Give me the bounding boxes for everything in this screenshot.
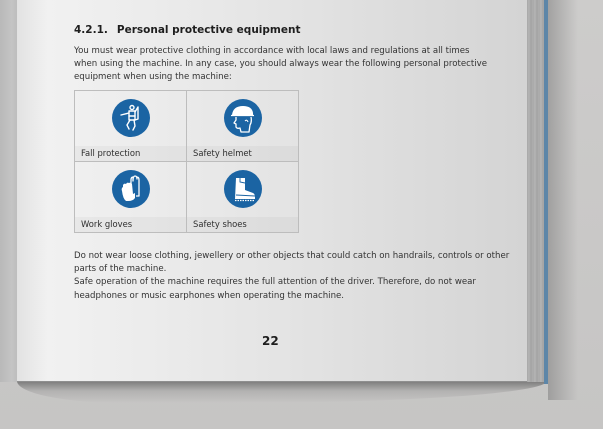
ppe-cell-safety-helmet xyxy=(187,90,299,161)
safety-shoes-icon xyxy=(223,169,263,209)
cover-shadow xyxy=(548,0,578,400)
section-title: Personal protective equipment xyxy=(116,24,301,36)
ppe-label: Safety helmet xyxy=(187,146,298,161)
ppe-cell-fall-protection xyxy=(75,90,187,161)
ppe-cell-work-gloves xyxy=(75,161,187,232)
fall-protection-harness-icon xyxy=(111,98,151,138)
blue-cover-edge xyxy=(544,0,548,384)
ppe-label: Work gloves xyxy=(75,217,186,232)
safety-helmet-icon xyxy=(223,98,263,138)
warning-paragraph-headphones: Safe operation of the machine requires the full attention of the driver. Therefore, do not wear headphones or music earphones when operating the machine. xyxy=(74,277,476,301)
page-number: 22 xyxy=(262,334,279,348)
warning-paragraph-loose-clothing: Do not wear loose clothing, jewellery or other objects that could catch on handrails, controls or other parts of the machine. xyxy=(74,251,510,275)
page-content xyxy=(74,22,494,233)
intro-paragraph: You must wear protective clothing in accordance with local laws and regulations at all times when using the machine. In any case, you should always wear the following personal protective equipment when using the machine: xyxy=(74,46,488,83)
work-gloves-icon xyxy=(111,169,151,209)
left-page-edge xyxy=(0,0,17,382)
section-number: 4.2.1. xyxy=(74,24,108,36)
ppe-cell-safety-shoes xyxy=(187,161,299,232)
warnings-section xyxy=(74,250,524,303)
ppe-label: Safety shoes xyxy=(187,217,298,232)
ppe-table xyxy=(74,90,299,233)
section-heading xyxy=(74,22,494,38)
ppe-label: Fall protection xyxy=(75,146,186,161)
